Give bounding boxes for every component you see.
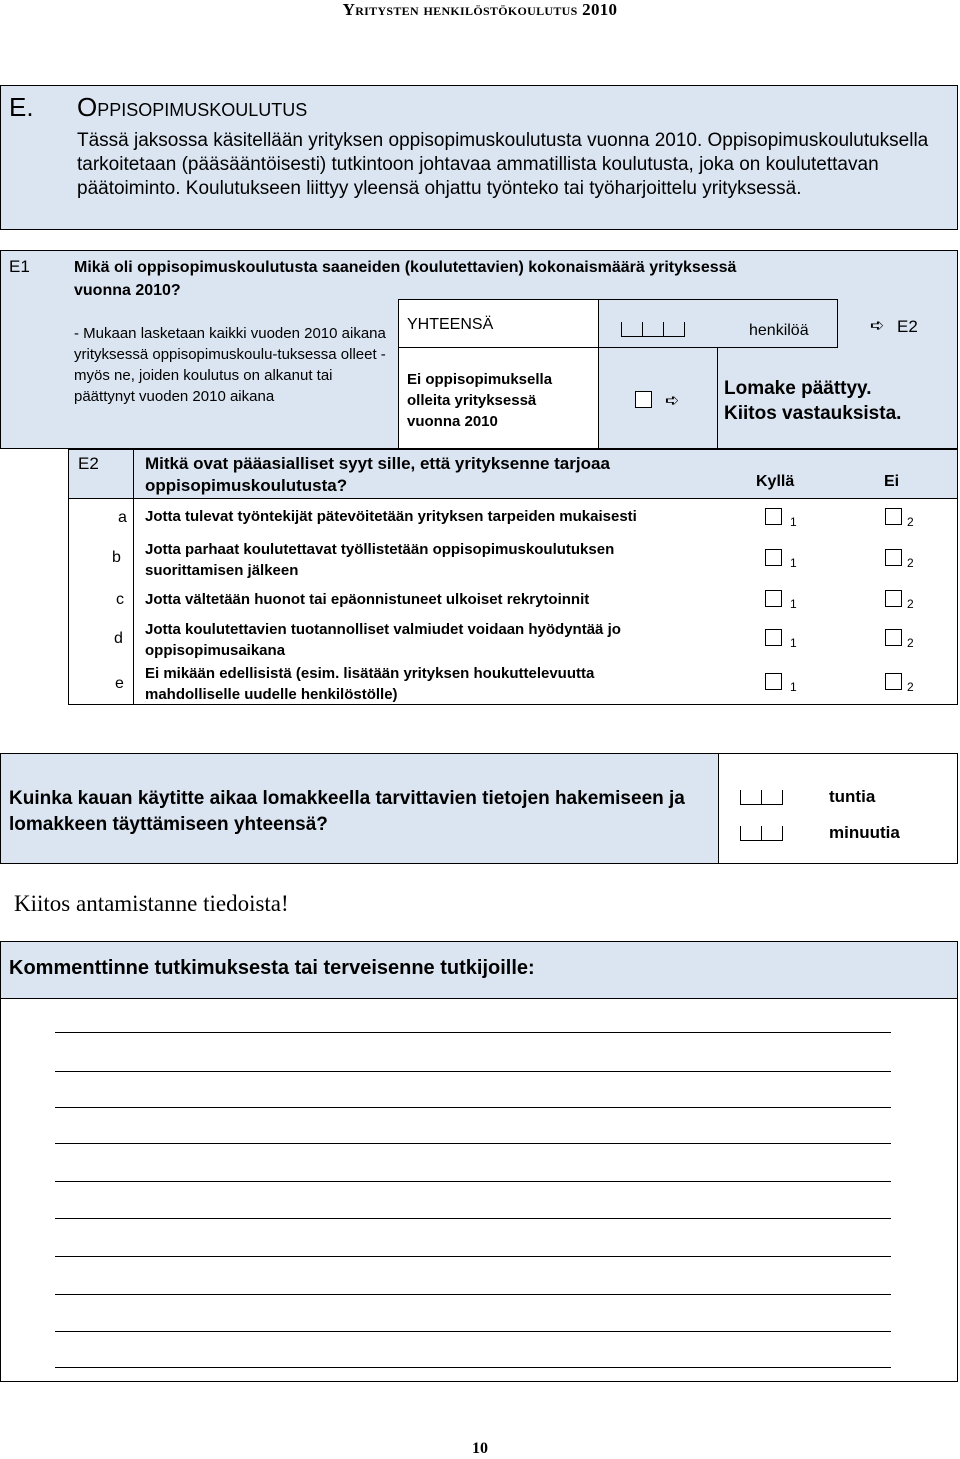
e1-total-label-cell [398,299,599,348]
page-number: 10 [472,1440,488,1457]
e2-row-d-yes-checkbox[interactable] [765,629,782,646]
e2-row-key: d [114,630,123,647]
e2-col-yes: Kyllä [756,473,795,490]
e1-end-text: Lomake päättyy. Kiitos vastauksista. [724,378,902,424]
e2-row-key: a [118,509,127,526]
hours-input[interactable] [740,790,783,808]
e2-row-key: c [116,591,124,608]
e1-unit: henkilöä [749,322,809,339]
section-title: Oppisopimuskoulutus [77,92,308,122]
section-letter: E. [9,92,34,122]
e2-row-d: d Jotta koulutettavien tuotannolliset valmiudet voidaan hyödyntää jo oppisopimusaikana 1 2 [114,621,914,659]
thanks-text: Kiitos antamistanne tiedoista! [14,891,289,916]
e2-row-b-yes-checkbox[interactable] [765,549,782,566]
e2-question: Mitkä ovat pääasialliset syyt sille, että yrityksenne tarjoaa oppisopimuskoulutusta? [145,454,610,495]
e2-row-text: Jotta vältetään huonot tai epäonnistuneet ulkoiset rekrytoinnit [145,591,590,608]
e2-row-text: Jotta tulevat työntekijät pätevöitetään yrityksen tarpeiden mukaisesti [145,508,637,525]
e2-row-text: Jotta koulutettavien tuotannolliset valmiudet voidaan hyödyntää jo oppisopimusaikana [145,621,621,659]
intro-text: Tässä jaksossa käsitellään yrityksen oppisopimuskoulutusta vuonna 2010. Oppisopimuskoulutuksella tarkoitetaan (pääsääntöisesti) tutkintoon johtavaa ammatillista koulutusta, joka on koulutettavan päätoiminto. Koulutukseen liittyy yleensä ohjattu työnteko tai työharjoittelu yrityksessä. [77,130,929,199]
e2-row-key: b [112,549,121,566]
time-question: Kuinka kauan käytitte aikaa lomakkeella tarvittavien tietojen hakemiseen ja lomakkeen täyttämiseen yhteensä? [9,788,685,835]
e1-question: Mikä oli oppisopimuskoulutusta saaneiden (koulutettavien) kokonaismäärä yrityksessä vuonna 2010? [74,259,737,299]
e2-row-key: e [115,675,124,692]
time-question-cell [0,753,719,864]
time-input-cell [718,753,958,864]
e2-row-c: c Jotta vältetään huonot tai epäonnistuneet ulkoiset rekrytoinnit 1 2 [116,591,914,611]
e1-none-label: Ei oppisopimuksella olleita yrityksessä vuonna 2010 [407,371,553,430]
minutes-label: minuutia [829,823,900,842]
e2-row-text: Ei mikään edellisistä (esim. lisätään yrityksen houkuttelevuutta mahdolliselle uudelle henkilöstölle) [145,665,595,703]
e1-code: E1 [9,257,30,276]
hours-label: tuntia [829,787,876,806]
e2-code: E2 [78,454,99,473]
e2-row-c-yes-checkbox[interactable] [765,590,782,607]
page-header: Yritysten henkilöstökoulutus 2010 [342,0,618,19]
e2-row-c-no-checkbox[interactable] [885,590,902,607]
e1-count-input[interactable] [621,322,685,340]
comments-area[interactable] [0,998,958,1382]
e1-none-arrow-icon: ➪ [665,391,680,411]
comments-label: Kommenttinne tutkimuksesta tai terveisenne tutkijoille: [9,957,535,979]
e2-row-a-no-checkbox[interactable] [885,508,902,525]
section-header [0,85,958,126]
e2-col-no: Ei [884,473,900,490]
e1-note: - Mukaan lasketaan kaikki vuoden 2010 aikana yrityksessä oppisopimuskoulu-tuksessa olleet - myös ne, joiden koulutus on alkanut tai päättynyt vuoden 2010 aikana [74,325,386,405]
e1-none-check-cell [598,347,718,449]
e1-goto-label: E2 [897,317,918,336]
e2-row-b: b Jotta parhaat koulutettavat työllistetään oppisopimuskoulutuksen suorittamisen jälkeen 1 2 [112,541,914,579]
e1-none-checkbox[interactable] [635,391,652,408]
e2-row-e: e Ei mikään edellisistä (esim. lisätään yrityksen houkuttelevuutta mahdolliselle uudelle henkilöstölle) 1 2 [115,665,914,703]
e2-row-e-no-checkbox[interactable] [885,673,902,690]
e2-row-b-no-checkbox[interactable] [885,549,902,566]
minutes-input[interactable] [740,826,783,844]
e2-row-text: Jotta parhaat koulutettavat työllistetään oppisopimuskoulutuksen suorittamisen jälkeen [145,541,615,579]
e1-none-label-cell [398,347,599,449]
e2-row-a: a Jotta tulevat työntekijät pätevöitetään yrityksen tarpeiden mukaisesti 1 2 [118,508,914,529]
e1-goto-arrow-icon: ➪ [870,316,885,336]
comments-header [0,941,958,999]
section-intro [0,125,958,230]
e1-total-input-cell [598,299,838,348]
e2-row-a-yes-checkbox[interactable] [765,508,782,525]
e2-row-e-yes-checkbox[interactable] [765,673,782,690]
e1-total-label: YHTEENSÄ [407,316,494,333]
e2-row-d-no-checkbox[interactable] [885,629,902,646]
